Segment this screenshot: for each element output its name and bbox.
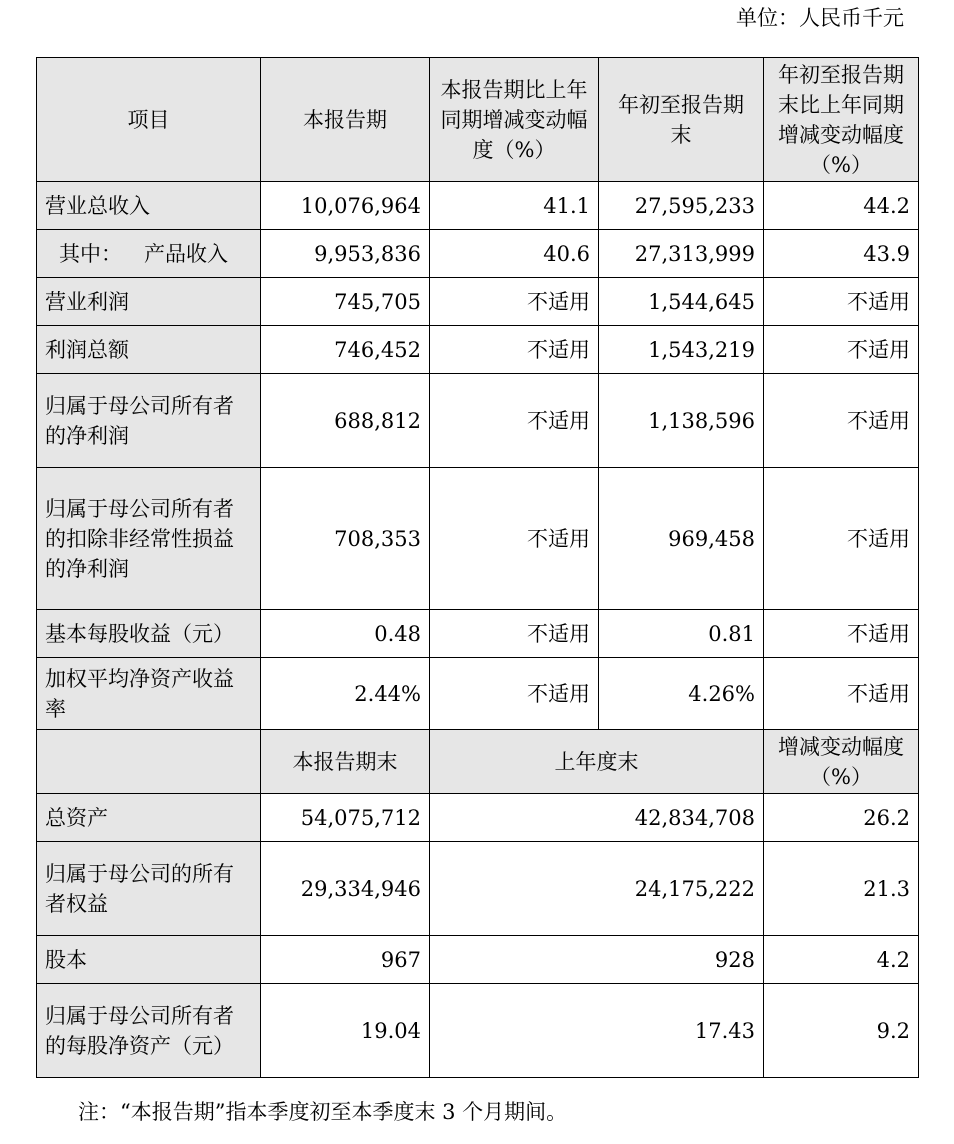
cell-prior-year-end: 17.43 — [430, 984, 764, 1078]
cell-ytd: 969,458 — [599, 468, 764, 610]
cell-current-change: 不适用 — [430, 374, 599, 468]
table-row — [37, 794, 919, 842]
cell-current: 0.48 — [261, 610, 430, 658]
cell-current: 708,353 — [261, 468, 430, 610]
row-label: 加权平均净资产收益率 — [37, 658, 261, 730]
cell-current-change: 不适用 — [430, 326, 599, 374]
header-ytd: 年初至报告期末 — [599, 58, 764, 182]
header-item: 项目 — [37, 58, 261, 182]
cell-period-end: 29,334,946 — [261, 842, 430, 936]
cell-current-change: 40.6 — [430, 230, 599, 278]
cell-current-change: 不适用 — [430, 278, 599, 326]
cell-ytd-change: 不适用 — [764, 374, 919, 468]
header-blank — [37, 730, 261, 794]
cell-prior-year-end: 928 — [430, 936, 764, 984]
unit-label: 单位：人民币千元 — [736, 6, 904, 30]
row-label: 归属于母公司所有者的净利润 — [37, 374, 261, 468]
cell-balance-change: 4.2 — [764, 936, 919, 984]
cell-current: 10,076,964 — [261, 182, 430, 230]
cell-current-change: 41.1 — [430, 182, 599, 230]
row-label: 股本 — [37, 936, 261, 984]
cell-ytd: 4.26% — [599, 658, 764, 730]
cell-ytd: 1,543,219 — [599, 326, 764, 374]
cell-current: 745,705 — [261, 278, 430, 326]
cell-current: 688,812 — [261, 374, 430, 468]
cell-current: 9,953,836 — [261, 230, 430, 278]
financial-data-table — [36, 57, 919, 1078]
table-row — [37, 610, 919, 658]
cell-ytd: 1,138,596 — [599, 374, 764, 468]
cell-current-change: 不适用 — [430, 610, 599, 658]
cell-current-change: 不适用 — [430, 658, 599, 730]
cell-balance-change: 21.3 — [764, 842, 919, 936]
row-label: 归属于母公司所有者的扣除非经常性损益的净利润 — [37, 468, 261, 610]
cell-ytd: 1,544,645 — [599, 278, 764, 326]
row-label: 利润总额 — [37, 326, 261, 374]
cell-period-end: 19.04 — [261, 984, 430, 1078]
table-row — [37, 278, 919, 326]
cell-prior-year-end: 42,834,708 — [430, 794, 764, 842]
table-row — [37, 182, 919, 230]
cell-ytd-change: 不适用 — [764, 658, 919, 730]
cell-period-end: 54,075,712 — [261, 794, 430, 842]
row-label: 营业总收入 — [37, 182, 261, 230]
table-row — [37, 936, 919, 984]
cell-ytd-change: 不适用 — [764, 278, 919, 326]
cell-current-change: 不适用 — [430, 468, 599, 610]
row-label: 总资产 — [37, 794, 261, 842]
row-label: 归属于母公司所有者的每股净资产（元） — [37, 984, 261, 1078]
header-current-change: 本报告期比上年同期增减变动幅度（%） — [430, 58, 599, 182]
table-row — [37, 984, 919, 1078]
header-prior-year-end: 上年度末 — [430, 730, 764, 794]
cell-balance-change: 26.2 — [764, 794, 919, 842]
table-row — [37, 468, 919, 610]
table-row — [37, 230, 919, 278]
row-label: 营业利润 — [37, 278, 261, 326]
table-header-row — [37, 58, 919, 182]
cell-ytd-change: 43.9 — [764, 230, 919, 278]
table-row — [37, 842, 919, 936]
balance-header-row — [37, 730, 919, 794]
cell-ytd: 27,595,233 — [599, 182, 764, 230]
cell-ytd-change: 不适用 — [764, 326, 919, 374]
row-label: 归属于母公司的所有者权益 — [37, 842, 261, 936]
cell-current: 746,452 — [261, 326, 430, 374]
cell-ytd-change: 不适用 — [764, 610, 919, 658]
cell-current: 2.44% — [261, 658, 430, 730]
row-label-prefix: 其中： — [59, 241, 122, 266]
table-row — [37, 374, 919, 468]
header-balance-change: 增减变动幅度（%） — [764, 730, 919, 794]
row-label — [37, 230, 261, 278]
cell-ytd-change: 不适用 — [764, 468, 919, 610]
cell-ytd: 27,313,999 — [599, 230, 764, 278]
cell-balance-change: 9.2 — [764, 984, 919, 1078]
row-label-text: 产品收入 — [144, 241, 228, 266]
cell-period-end: 967 — [261, 936, 430, 984]
cell-ytd-change: 44.2 — [764, 182, 919, 230]
table-row — [37, 326, 919, 374]
table-row — [37, 658, 919, 730]
header-period-end: 本报告期末 — [261, 730, 430, 794]
header-ytd-change: 年初至报告期末比上年同期增减变动幅度（%） — [764, 58, 919, 182]
row-label: 基本每股收益（元） — [37, 610, 261, 658]
header-current-period: 本报告期 — [261, 58, 430, 182]
cell-prior-year-end: 24,175,222 — [430, 842, 764, 936]
footnote: 注：“本报告期”指本季度初至本季度末 3 个月期间。 — [78, 1100, 568, 1124]
cell-ytd: 0.81 — [599, 610, 764, 658]
